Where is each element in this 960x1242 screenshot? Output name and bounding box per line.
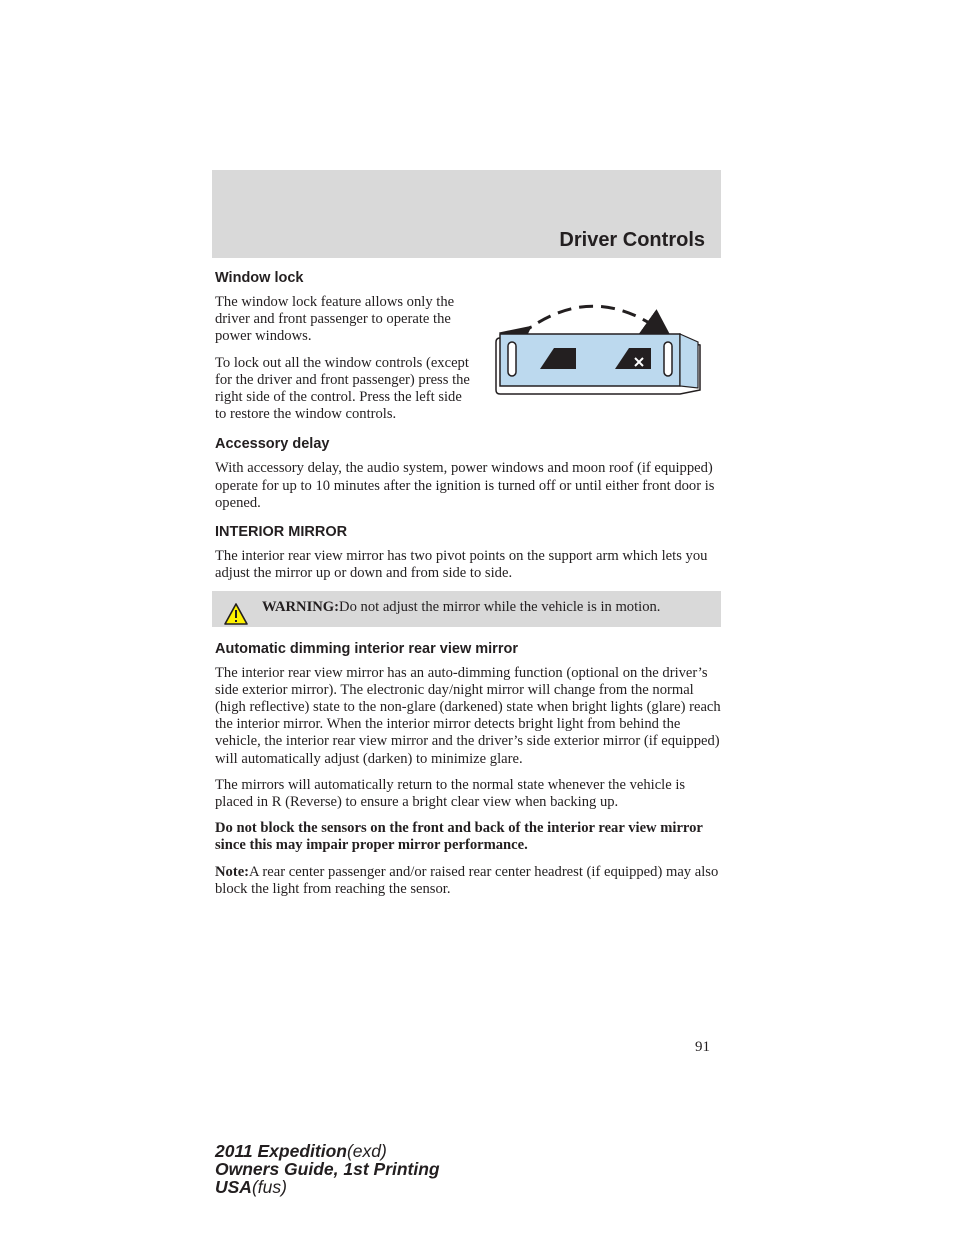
note-paragraph: [215, 864, 721, 898]
footer-printing: Owners Guide, 1st Printing: [215, 1159, 440, 1179]
window-lock-paragraph-1: The window lock feature allows only the driver and front passenger to operate the power windows.: [215, 294, 455, 345]
warning-text-block: [262, 599, 711, 616]
sensor-caution-text: Do not block the sensors on the front and back of the interior rear view mirror since this may impair proper mirror performance.: [215, 820, 703, 854]
window-lock-paragraph-2: To lock out all the window controls (except for the driver and front passenger) press the right side of the control. Press the left side to restore the window controls.: [215, 354, 470, 423]
accessory-delay-heading: Accessory delay: [215, 436, 330, 453]
page-number: 91: [695, 1039, 710, 1055]
auto-dimming-paragraph-3: [215, 820, 721, 854]
auto-dimming-paragraph-2: The mirrors will automatically return to the normal state whenever the vehicle is placed in R (Reverse) to ensure a bright clear view when backing up.: [215, 776, 686, 811]
note-label: Note:: [215, 863, 250, 880]
interior-mirror-heading: INTERIOR MIRROR: [215, 524, 348, 541]
window-lock-section: [215, 270, 721, 432]
window-lock-heading: Window lock: [215, 270, 304, 286]
interior-mirror-paragraph: The interior rear view mirror has two pivot points on the support arm which lets you adjust the mirror up or down and from side to side.: [215, 548, 708, 582]
window-lock-switch-icon: [470, 270, 721, 400]
accessory-delay-paragraph: With accessory delay, the audio system, power windows and moon roof (if equipped) operate for up to 10 minutes after the ignition is turned off or until either front door is opened.: [215, 460, 715, 511]
section-title: Driver Controls: [559, 229, 705, 251]
header-band: [212, 170, 721, 258]
footer-market: USA: [215, 1177, 252, 1197]
page-content: [215, 270, 721, 907]
note-text: A rear center passenger and/or raised rear center headrest (if equipped) may also block the light from reaching the sensor.: [215, 863, 719, 897]
warning-label: WARNING:: [262, 599, 340, 616]
footer-market-code: (fus): [251, 1177, 287, 1197]
auto-dimming-heading: Automatic dimming interior rear view mirror: [215, 640, 518, 657]
footer-model-code: (exd): [346, 1141, 387, 1161]
warning-box: [212, 591, 721, 626]
warning-text: Do not adjust the mirror while the vehicle is in motion.: [339, 599, 661, 616]
auto-dimming-paragraph-1: The interior rear view mirror has an auto-dimming function (optional on the driver’s side exterior mirror). The electronic day/night mirror will change from the normal (high reflective) state to the non-glare (darkened) state when bright lights (glare) reach the interior mirror. When the interior mirror detects bright light from behind the vehicle, the interior rear view mirror and the driver’s side exterior mirror (if equipped) will automatically adjust (darken) to minimize glare.: [215, 664, 721, 767]
footer-model: 2011 Expedition: [215, 1141, 347, 1161]
window-lock-switch-illustration: [470, 270, 721, 432]
warning-triangle-icon: [223, 602, 249, 626]
footer-imprint: [215, 1142, 440, 1196]
